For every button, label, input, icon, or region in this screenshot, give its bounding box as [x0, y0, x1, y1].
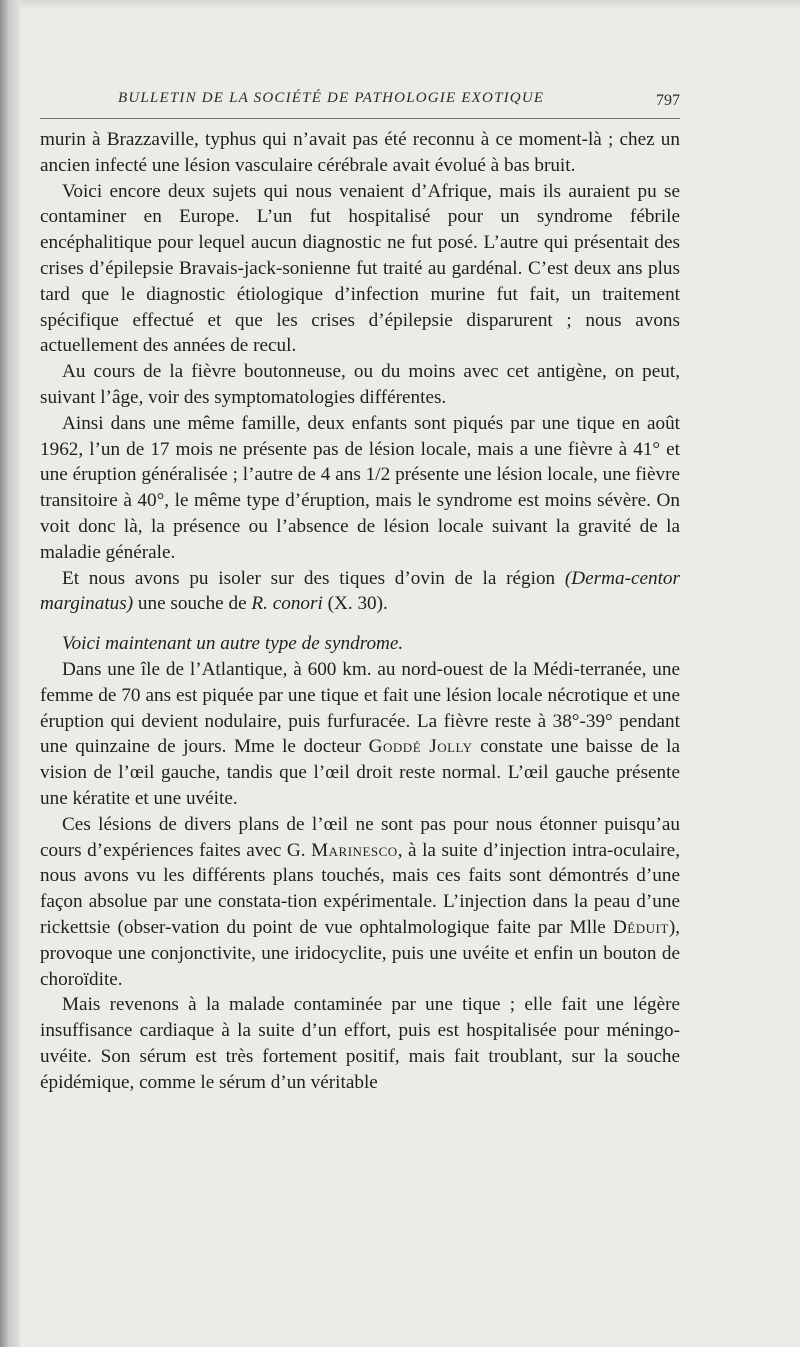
page-number: 797 — [656, 92, 680, 109]
rickettsia-name: R. conori — [251, 593, 323, 615]
p6-text-a: Dans une île de l’Atlantique, à 600 km. au nord-ouest de la Médi-terranée, une femme de 70 ans est piquée par une tique et fait une lésion locale nécrotique et une éruption qui devient nodulaire, puis furfuracée. La fièvre reste à 38°-39° pendant une quinzaine de jours. Mme le docteur — [40, 658, 680, 758]
page-top-edge — [20, 0, 800, 10]
page-binding-shadow — [0, 0, 20, 1347]
p7-text-c: ), provoque une conjonctivite, une iridocyclite, puis une uvéite et enfin un bouton de choroïdite. — [40, 916, 680, 990]
p5-text-a: Et nous avons pu isoler sur des tiques d’ovin de la région — [62, 567, 565, 589]
paragraph-6 — [40, 657, 680, 812]
p7-text-b: , à la suite d’injection intra-oculaire, nous avons vu les différents plans touchés, mais ces faits sont démontrés d’une façon absolue par une constata-tion expérimentale. L’injection dans la peau d’une rickettsie (obser-vation du point de vue ophtalmologique faite par Mlle — [40, 839, 680, 938]
author-name-marinesco: Marinesco — [311, 839, 398, 861]
paragraph-1: murin à Brazzaville, typhus qui n’avait pas été reconnu à ce moment-là ; chez un ancien infecté une lésion vasculaire cérébrale avait évolué à bas bruit. — [40, 129, 680, 176]
species-name: (Derma-centor marginatus) — [40, 567, 680, 615]
p7-text-a: Ces lésions de divers plans de l’œil ne sont pas pour nous étonner puisqu’au cours d’expériences faites avec G. — [40, 813, 680, 861]
paragraph-5 — [40, 566, 680, 618]
page-header — [40, 88, 680, 112]
running-title: BULLETIN DE LA SOCIÉTÉ DE PATHOLOGIE EXOTIQUE — [118, 90, 545, 106]
paragraph-4: Ainsi dans une même famille, deux enfants sont piqués par une tique en août 1962, l’un de 17 mois ne présente pas de lésion locale, mais a une fièvre à 41° et une éruption généralisée ; l’autre de 4 ans 1/2 présente une lésion locale, une fièvre transitoire à 40°, le même type d’éruption, mais le syndrome est moins sévère. On voit donc là, la présence ou l’absence de lésion locale suivant la gravité de la maladie générale. — [40, 412, 680, 563]
paragraph-2: Voici encore deux sujets qui nous venaient d’Afrique, mais ils auraient pu se contaminer en Europe. L’un fut hospitalisé pour un syndrome fébrile encéphalitique pour lequel aucun diagnostic ne fut posé. L’autre qui présentait des crises d’épilepsie Bravais-jack-sonienne fut traité au gardénal. C’est deux ans plus tard que le diagnostic étiologique d’infection murine fut fait, un traitement spécifique effectué et que les crises d’épilepsie disparurent ; nous avons actuellement des années de recul. — [40, 180, 680, 357]
author-name-godde-jolly: Goddé Jolly — [368, 736, 473, 758]
section-heading: Voici maintenant un autre type de syndrome. — [62, 633, 404, 655]
paragraph-8: Mais revenons à la malade contaminée par une tique ; elle fait une légère insuffisance cardiaque à la suite d’un effort, puis est hospitalisée pour méningo-uvéite. Son sérum est très fortement positif, mais fait troublant, sur la souche épidémique, comme le sérum d’un véritable — [40, 994, 680, 1093]
paragraph-3: Au cours de la fièvre boutonneuse, ou du moins avec cet antigène, on peut, suivant l’âge, voir des symptomatologies différentes. — [40, 361, 680, 408]
p6-text-b: constate une baisse de la vision de l’œil gauche, tandis que l’œil droit reste normal. L’œil gauche présente une kératite et une uvéite. — [40, 736, 680, 809]
body-text — [40, 127, 680, 1095]
header-rule — [40, 118, 680, 119]
p5-text-c: (X. 30). — [322, 593, 388, 615]
p5-text-b: une souche de — [133, 593, 252, 615]
paragraph-7 — [40, 812, 680, 993]
author-name-deduit: Déduit — [612, 916, 669, 938]
